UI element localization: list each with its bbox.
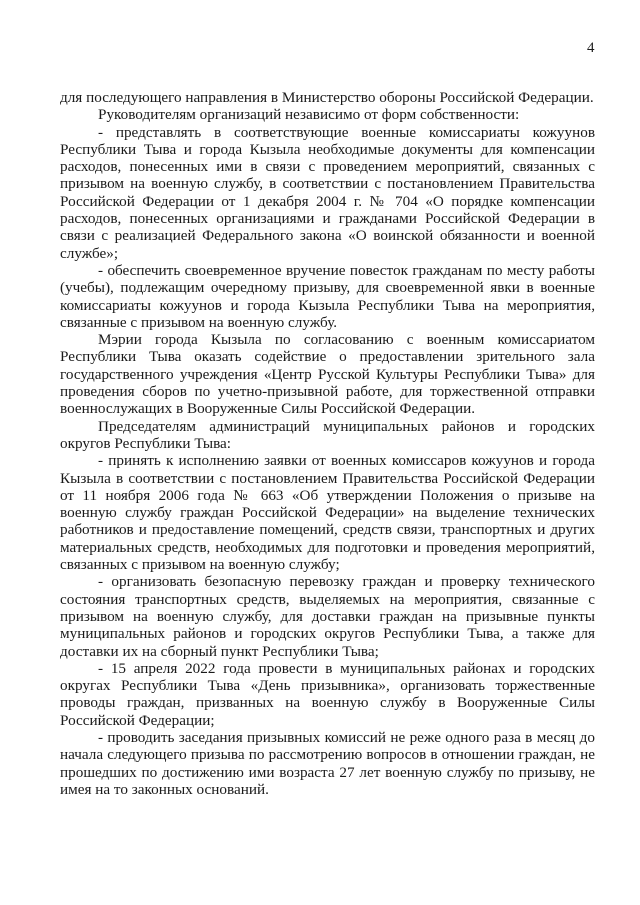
- paragraph: - принять к исполнению заявки от военных комиссаров кожуунов и города Кызыла в соответствии с постановлением Правительства Российской Федерации от 11 ноября 2006 года № 663 «Об утверждении Положения о призыве на военную службу граждан Российской Федерации» на выделение технических работников и предоставление помещений, средств связи, транспортных и других материальных средств, необходимых для подготовки и проведения мероприятий, связанных с призывом на военную службу;: [60, 452, 595, 574]
- paragraph: Мэрии города Кызыла по согласованию с военным комиссариатом Республики Тыва оказать содействие о предоставлении зрительного зала государственного учреждения «Центр Русской Культуры Республики Тыва» для проведения сборов по учетно-призывной работе, для торжественной отправки военнослужащих в Вооруженные Силы Российской Федерации.: [60, 331, 595, 418]
- paragraph: - проводить заседания призывных комиссий не реже одного раза в месяц до начала следующего призыва по рассмотрению вопросов в отношении граждан, не прошедших по достижению ими возраста 27 лет военную службу по призыву, не имея на то законных оснований.: [60, 728, 595, 798]
- page-number: 4: [587, 40, 595, 56]
- paragraph: - представлять в соответствующие военные комиссариаты кожуунов Республики Тыва и города Кызыла необходимые документы для компенсации расходов, понесенных ими в связи с проведением мероприятий, связанных с призывом на военную службу, в соответствии с постановлением Правительства Российской Федерации от 1 декабря 2004 г. № 704 «О порядке компенсации расходов, понесенных организациями и гражданами Российской Федерации в связи с реализацией Федерального закона «О воинской обязанности и военной службе»;: [60, 123, 595, 262]
- paragraph: Руководителям организаций независимо от форм собственности:: [98, 106, 520, 124]
- paragraph: для последующего направления в Министерство обороны Российской Федерации.: [60, 89, 594, 106]
- paragraph: Председателям администраций муниципальных районов и городских округов Республики Тыва:: [60, 417, 595, 452]
- document-body: [60, 89, 595, 798]
- paragraph: - 15 апреля 2022 года провести в муниципальных районах и городских округах Республики Тыва «День призывника», организовать торжественные проводы граждан, призванных на военную службу в Вооруженные Силы Российской Федерации;: [60, 659, 595, 729]
- paragraph: - организовать безопасную перевозку граждан и проверку технического состояния транспортных средств, выделяемых на мероприятия, связанные с призывом на военную службу, для доставки граждан на призывные пункты муниципальных районов и городских округов Республики Тыва, а также для доставки их на сборный пункт Республики Тыва;: [60, 573, 595, 660]
- paragraph: - обеспечить своевременное вручение повесток гражданам по месту работы (учебы), подлежащим очередному призыву, для своевременной явки в военные комиссариаты кожуунов и города Кызыла Республики Тыва на мероприятия, связанные с призывом на военную службу.: [60, 261, 595, 331]
